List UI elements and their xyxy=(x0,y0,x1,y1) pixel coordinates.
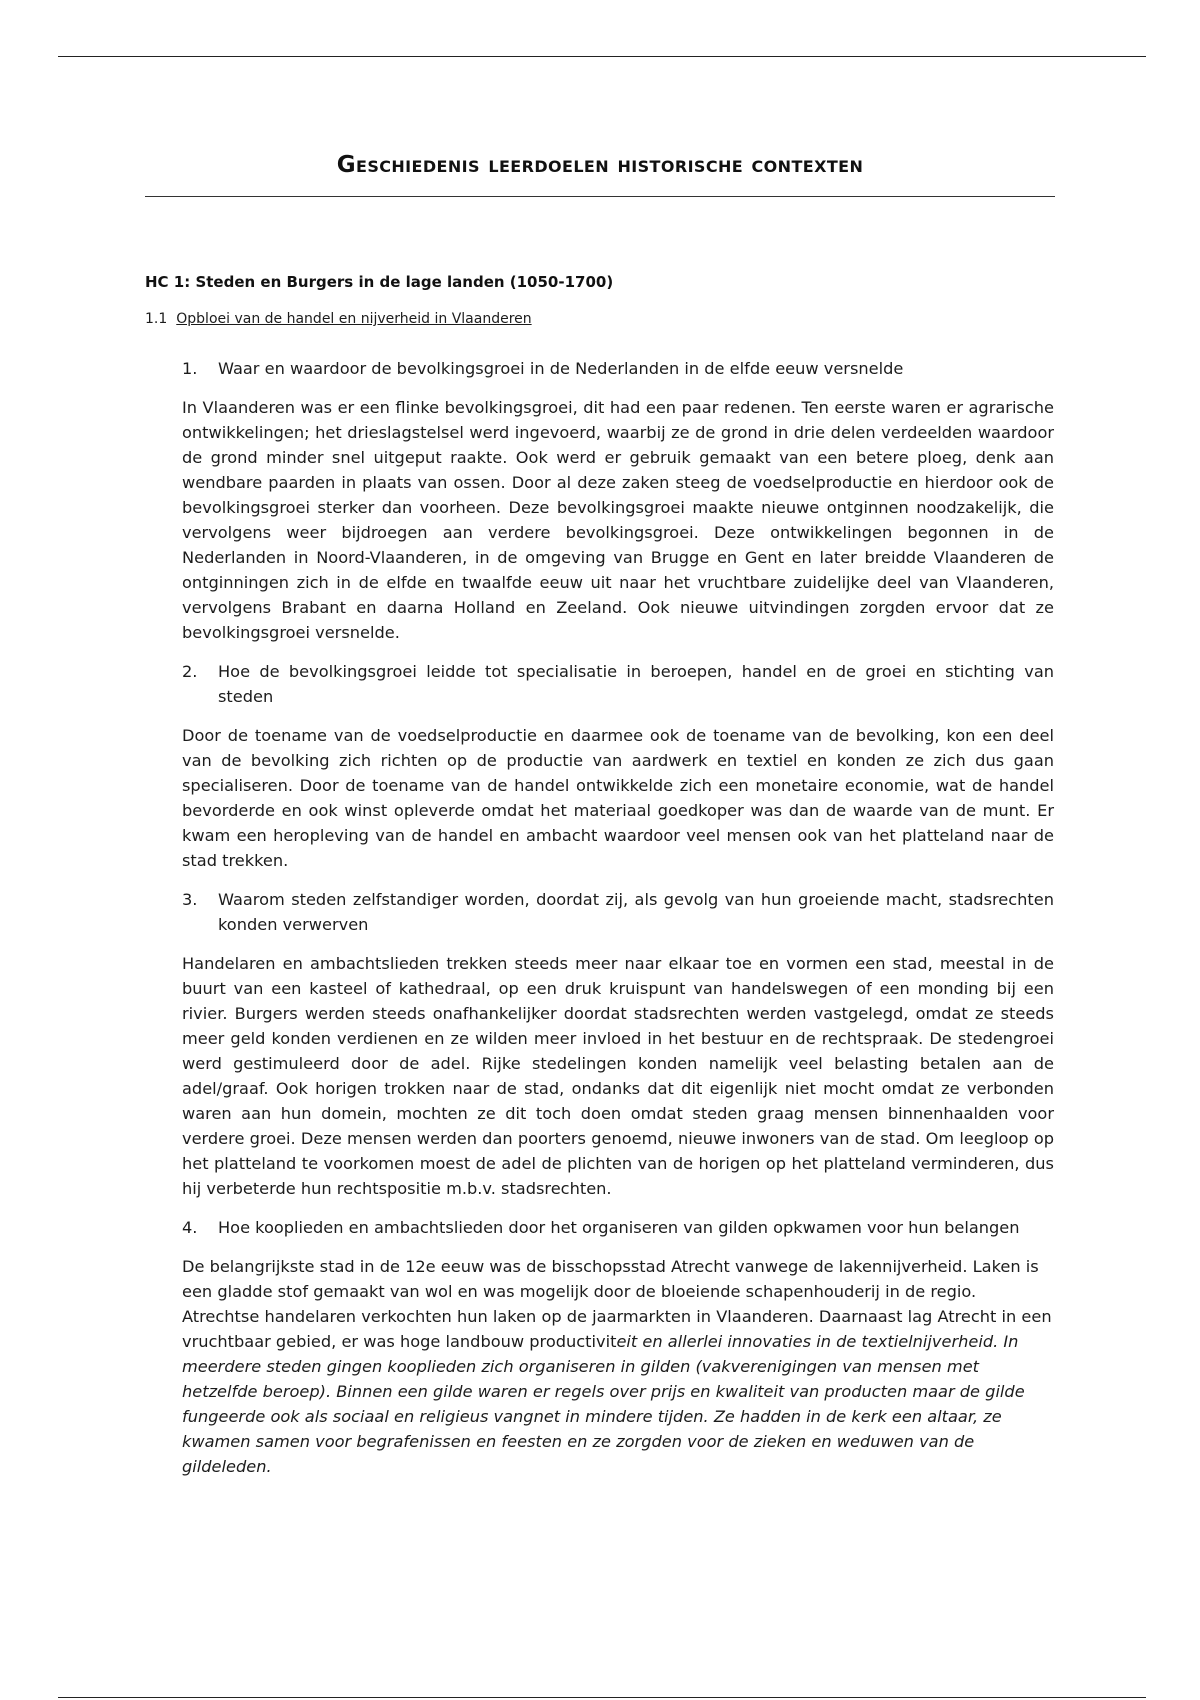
learning-goal-3 xyxy=(182,887,1054,937)
page-top-rule xyxy=(58,56,1146,57)
learning-goal-text: Waar en waardoor de bevolkingsgroei in de Nederlanden in de elfde eeuw versnelde xyxy=(218,359,904,378)
document-title: Geschiedenis leerdoelen historische contexten xyxy=(336,152,864,178)
learning-goal-number: 2. xyxy=(182,662,198,681)
chapter-heading: HC 1: Steden en Burgers in de lage landen (1050-1700) xyxy=(145,273,614,291)
answer-paragraph-2: Door de toename van de voedselproductie en daarmee ook de toename van de bevolking, kon een deel van de bevolking zich richten op de productie van aardwerk en textiel en konden ze zich dus gaan specialiseren. Door de toename van de handel ontwikkelde zich een monetaire economie, wat de handel bevorderde en ook winst opleverde omdat het materiaal goedkoper was dan de waarde van de munt. Er kwam een heropleving van de handel en ambacht waardoor veel mensen ook van het platteland naar de stad trekken. xyxy=(182,726,1054,870)
answer-text-regular: De belangrijkste stad in de 12e eeuw was de bisschopsstad Atrecht vanwege de lakennijverheid. Laken is een gladde stof gemaakt van wol en was mogelijk door de bloeiende schapenhouderij in de regio. Atrechtse handelaren verkochten hun laken op de jaarmarkten in Vlaanderen. Daarnaast lag Atrecht in een vruchtbaar gebied, er was hoge landbouw productivit xyxy=(182,1257,1052,1351)
section-title: Opbloei van de handel en nijverheid in Vlaanderen xyxy=(176,311,532,327)
learning-goal-2 xyxy=(182,659,1054,709)
learning-goal-1 xyxy=(182,356,1054,381)
page-bottom-rule xyxy=(58,1697,1146,1698)
answer-paragraph-3: Handelaren en ambachtslieden trekken steeds meer naar elkaar toe en vormen een stad, meestal in de buurt van een kasteel of kathedraal, op een druk kruispunt van handelswegen of een monding bij een rivier. Burgers werden steeds onafhankelijker doordat stadsrechten werden vastgelegd, omdat ze steeds meer geld konden verdienen en ze wilden meer invloed in het bestuur en de rechtspraak. De stedengroei werd gestimuleerd door de adel. Rijke stedelingen konden namelijk veel belasting betalen aan de adel/graaf. Ook horigen trokken naar de stad, ondanks dat dit eigenlijk niet mocht omdat ze verbonden waren aan hun domein, mochten ze dit toch doen omdat steden graag mensen binnenhaalden voor verdere groei. Deze mensen werden dan poorters genoemd, nieuwe inwoners van de stad. Om leegloop op het platteland te voorkomen moest de adel de plichten van de horigen op het platteland verminderen, dus hij verbeterde hun rechtspositie m.b.v. stadsrechten. xyxy=(182,954,1054,1198)
answer-text-italic: eit en allerlei innovaties in de textielnijverheid. In meerdere steden gingen kooplieden zich organiseren in gilden (vakverenigingen van mensen met hetzelfde beroep). Binnen een gilde waren er regels over prijs en kwaliteit van producten maar de gilde fungeerde ook als sociaal en religieus vangnet in mindere tijden. Ze hadden in de kerk een altaar, ze kwamen samen voor begrafenissen en feesten en ze zorgden voor de zieken en weduwen van de gildeleden. xyxy=(182,1332,1025,1476)
learning-goal-text: Hoe kooplieden en ambachtslieden door het organiseren van gilden opkwamen voor hun belangen xyxy=(218,1218,1020,1237)
section-number: 1.1 xyxy=(145,311,168,327)
answer-paragraph-1: In Vlaanderen was er een flinke bevolkingsgroei, dit had een paar redenen. Ten eerste waren er agrarische ontwikkelingen; het drieslagstelsel werd ingevoerd, waarbij ze de grond in drie delen verdeelden waardoor de grond minder snel uitgeput raakte. Ook werd er gebruik gemaakt van een betere ploeg, denk aan wendbare paarden in plaats van ossen. Door al deze zaken steeg de voedselproductie en hierdoor ook de bevolkingsgroei sterker dan voorheen. Deze bevolkingsgroei maakte nieuwe ontginnen noodzakelijk, die vervolgens weer bijdroegen aan verdere bevolkingsgroei. Deze ontwikkelingen begonnen in de Nederlanden in Noord-Vlaanderen, in de omgeving van Brugge en Gent en later breidde Vlaanderen de ontginningen zich in de elfde en twaalfde eeuw uit naar het vruchtbare zuidelijke deel van Vlaanderen, vervolgens Brabant en daarna Holland en Zeeland. Ook nieuwe uitvindingen zorgden ervoor dat ze bevolkingsgroei versnelde. xyxy=(182,398,1054,642)
learning-goal-text: Waarom steden zelfstandiger worden, doordat zij, als gevolg van hun groeiende macht, stadsrechten konden verwerven xyxy=(218,890,1054,934)
title-underline xyxy=(145,196,1055,197)
learning-goal-number: 4. xyxy=(182,1218,198,1237)
document-body xyxy=(182,356,1054,1493)
learning-goal-number: 1. xyxy=(182,359,198,378)
answer-paragraph-4 xyxy=(182,1254,1054,1479)
learning-goal-4 xyxy=(182,1215,1054,1240)
learning-goal-number: 3. xyxy=(182,890,198,909)
learning-goal-text: Hoe de bevolkingsgroei leidde tot specialisatie in beroepen, handel en de groei en stichting van steden xyxy=(218,662,1054,706)
section-heading xyxy=(145,311,532,327)
